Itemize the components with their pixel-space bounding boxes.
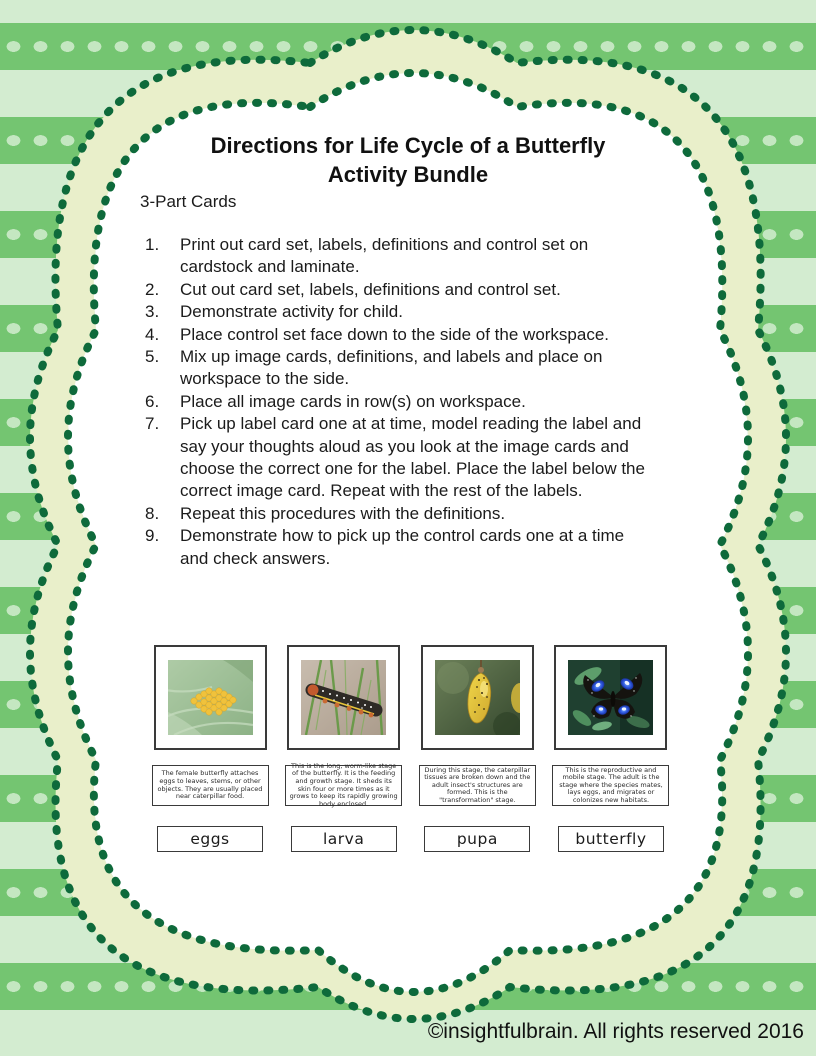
definition-card-larva: This is the long, worm-like stage of the butterfly. It is the feeding and growth stage. It sheds its skin four or more times as it grows to keep its rapidly growing body enclosed. [285,765,402,806]
label-card-larva: larva [291,826,397,852]
direction-item: Mix up image cards, definitions, and labels and place on workspace to the side. [180,347,603,389]
direction-item: Place all image cards in row(s) on workspace. [180,391,526,411]
eggs-photo [168,660,253,735]
direction-item: Pick up label card one at at time, model reading the label and say your thoughts aloud as you look at the image cards and choose the correct one for the label. Place the label below the correct image card. Repeat with the rest of the labels. [180,414,645,501]
definition-card-butterfly: This is the reproductive and mobile stage. The adult is the stage where the species mates, lays eggs, and migrates or colonizes new habitats. [552,765,669,806]
card-column-pupa [418,645,536,852]
copyright-footer: ©insightfulbrain. All rights reserved 2016 [427,1020,804,1043]
label-card-pupa: pupa [424,826,530,852]
direction-item: Repeat this procedures with the definitions. [180,503,506,523]
image-card-pupa [421,645,534,750]
page-title-line2: Activity Bundle [327,162,489,187]
direction-item: Cut out card set, labels, definitions and control set. [180,279,561,299]
image-card-eggs [154,645,267,750]
direction-item: Demonstrate activity for child. [180,302,403,322]
direction-item: Print out card set, labels, definitions and control set on cardstock and laminate. [180,235,589,277]
pupa-photo [435,660,520,735]
directions-list [143,234,648,570]
butterfly-photo [568,660,653,735]
label-card-butterfly: butterfly [558,826,664,852]
label-card-eggs: eggs [157,826,263,852]
larva-photo [301,660,386,735]
definition-card-eggs: The female butterfly attaches eggs to leaves, stems, or other objects. They are usually placed near caterpillar food. [152,765,269,806]
card-column-larva [285,645,403,852]
card-column-butterfly [552,645,670,852]
image-card-butterfly [554,645,667,750]
page-title-line1: Directions for Life Cycle of a Butterfly [210,133,606,158]
direction-item: Place control set face down to the side of the workspace. [180,324,610,344]
three-part-cards-row [151,645,670,852]
direction-item: Demonstrate how to pick up the control cards one at a time and check answers. [180,526,625,568]
card-column-eggs [151,645,269,852]
section-heading: 3-Part Cards [140,192,237,211]
page-title [0,131,816,189]
definition-card-pupa: During this stage, the caterpillar tissues are broken down and the adult insect's structures are formed. This is the "transformation" stage. [419,765,536,806]
image-card-larva [287,645,400,750]
